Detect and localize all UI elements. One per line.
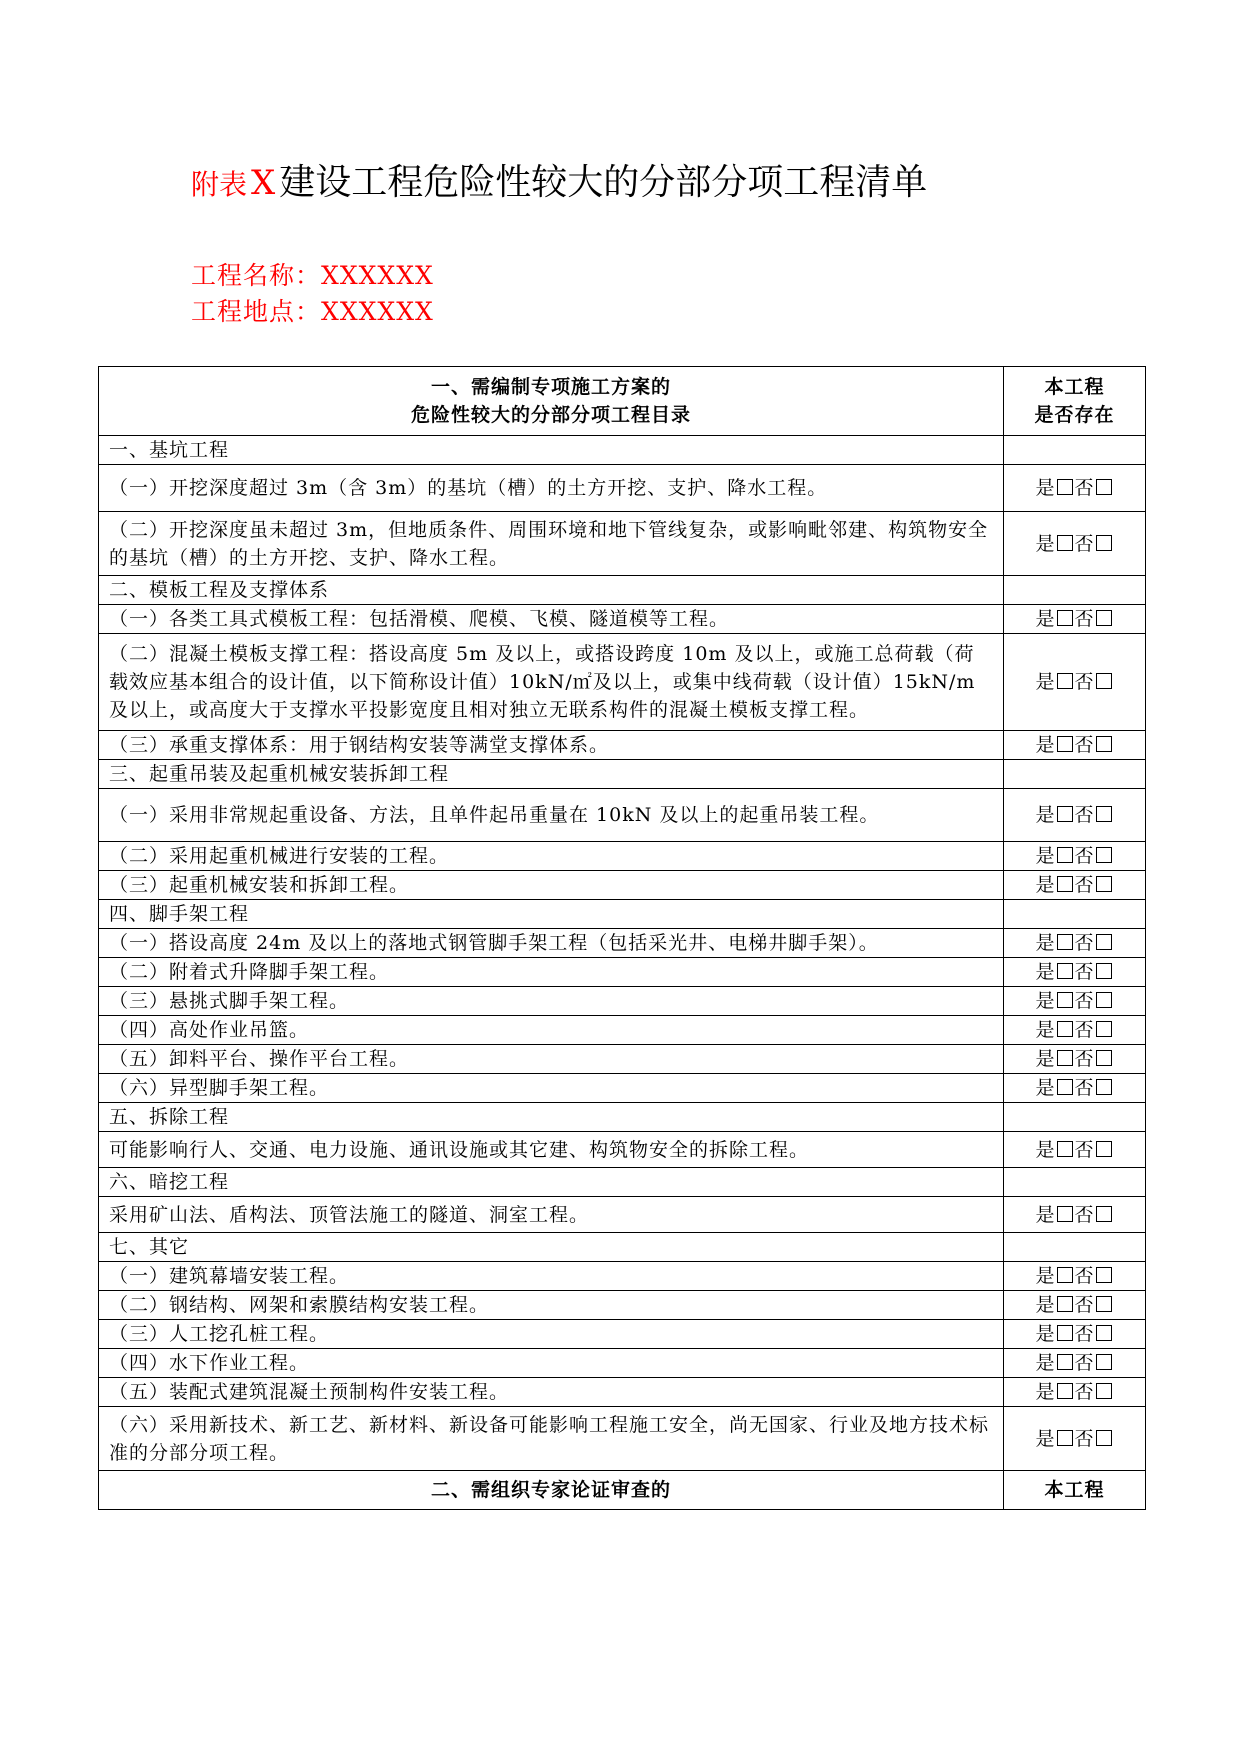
- no-checkbox[interactable]: [1096, 1079, 1112, 1095]
- exist-cell: [1004, 605, 1146, 634]
- category-label: 六、暗挖工程: [99, 1168, 1004, 1197]
- yes-checkbox[interactable]: [1057, 1430, 1073, 1446]
- item-description: （三）起重机械安装和拆卸工程。: [99, 871, 1004, 900]
- title-main: 建设工程危险性较大的分部分项工程清单: [279, 162, 928, 203]
- no-label: 否: [1074, 1203, 1095, 1226]
- no-label: 否: [1074, 1019, 1095, 1041]
- no-label: 否: [1074, 961, 1095, 983]
- item-description: （三）承重支撑体系：用于钢结构安装等满堂支撑体系。: [99, 731, 1004, 760]
- table-row: [99, 1291, 1146, 1320]
- no-label: 否: [1074, 990, 1095, 1012]
- table-row: [99, 512, 1146, 576]
- exist-cell: [1004, 1103, 1146, 1132]
- yes-checkbox[interactable]: [1057, 673, 1073, 689]
- exist-cell: [1004, 731, 1146, 760]
- project-name: [191, 259, 434, 293]
- yes-label: 是: [1035, 1138, 1056, 1161]
- yes-label: 是: [1035, 671, 1056, 693]
- yes-checkbox[interactable]: [1057, 1267, 1073, 1283]
- title-number: X: [251, 163, 276, 203]
- document-title: [191, 160, 927, 208]
- table-row: [99, 1016, 1146, 1045]
- item-description: 可能影响行人、交通、电力设施、通讯设施或其它建、构筑物安全的拆除工程。: [99, 1132, 1004, 1168]
- no-checkbox[interactable]: [1096, 963, 1112, 979]
- yes-checkbox[interactable]: [1057, 1325, 1073, 1341]
- exist-cell: [1004, 900, 1146, 929]
- no-label: 否: [1074, 1427, 1095, 1450]
- no-label: 否: [1074, 1138, 1095, 1161]
- project-name-label: 工程名称：: [191, 261, 322, 290]
- no-checkbox[interactable]: [1096, 736, 1112, 752]
- yes-label: 是: [1035, 932, 1056, 954]
- exist-cell: [1004, 1132, 1146, 1168]
- yes-label: 是: [1035, 1019, 1056, 1041]
- table-row: [99, 1132, 1146, 1168]
- yes-checkbox[interactable]: [1057, 992, 1073, 1008]
- yes-checkbox[interactable]: [1057, 934, 1073, 950]
- no-checkbox[interactable]: [1096, 876, 1112, 892]
- yes-label: 是: [1035, 845, 1056, 867]
- table-row: [99, 789, 1146, 842]
- no-checkbox[interactable]: [1096, 1325, 1112, 1341]
- table-row: [99, 1262, 1146, 1291]
- yes-checkbox[interactable]: [1057, 876, 1073, 892]
- exist-cell: [1004, 1074, 1146, 1103]
- exist-cell: [1004, 1262, 1146, 1291]
- yes-checkbox[interactable]: [1057, 1050, 1073, 1066]
- yes-label: 是: [1035, 1381, 1056, 1403]
- no-checkbox[interactable]: [1096, 806, 1112, 822]
- no-checkbox[interactable]: [1096, 610, 1112, 626]
- no-checkbox[interactable]: [1096, 1021, 1112, 1037]
- exist-cell: [1004, 1291, 1146, 1320]
- item-description: （四）高处作业吊篮。: [99, 1016, 1004, 1045]
- project-name-value: XXXXXX: [321, 261, 434, 290]
- exist-cell: [1004, 1349, 1146, 1378]
- yes-label: 是: [1035, 1294, 1056, 1316]
- no-checkbox[interactable]: [1096, 992, 1112, 1008]
- no-checkbox[interactable]: [1096, 1296, 1112, 1312]
- no-label: 否: [1074, 532, 1095, 555]
- yes-label: 是: [1035, 1352, 1056, 1374]
- yes-label: 是: [1035, 1265, 1056, 1287]
- no-checkbox[interactable]: [1096, 1354, 1112, 1370]
- item-description: （一）搭设高度 24m 及以上的落地式钢管脚手架工程（包括采光井、电梯井脚手架）。: [99, 929, 1004, 958]
- item-description: （二）开挖深度虽未超过 3m，但地质条件、周围环境和地下管线复杂，或影响毗邻建、构筑物安全的基坑（槽）的土方开挖、支护、降水工程。: [99, 512, 1004, 576]
- category-row: [99, 1168, 1146, 1197]
- exist-cell: [1004, 789, 1146, 842]
- table-row: [99, 605, 1146, 634]
- category-label: 二、模板工程及支撑体系: [99, 576, 1004, 605]
- yes-label: 是: [1035, 1203, 1056, 1226]
- yes-label: 是: [1035, 608, 1056, 630]
- item-description: （一）采用非常规起重设备、方法，且单件起吊重量在 10kN 及以上的起重吊装工程。: [99, 789, 1004, 842]
- yes-label: 是: [1035, 1323, 1056, 1345]
- yes-checkbox[interactable]: [1057, 610, 1073, 626]
- yes-checkbox[interactable]: [1057, 963, 1073, 979]
- yes-checkbox[interactable]: [1057, 1141, 1073, 1157]
- section2-header: 二、需组织专家论证审查的: [99, 1471, 1004, 1510]
- exist-cell: [1004, 929, 1146, 958]
- section1-header-row: [99, 367, 1146, 436]
- no-checkbox[interactable]: [1096, 1050, 1112, 1066]
- table-row: [99, 1045, 1146, 1074]
- no-label: 否: [1074, 1077, 1095, 1099]
- exist-cell: [1004, 576, 1146, 605]
- item-description: （五）装配式建筑混凝土预制构件安装工程。: [99, 1378, 1004, 1407]
- category-row: [99, 1103, 1146, 1132]
- no-checkbox[interactable]: [1096, 1383, 1112, 1399]
- yes-checkbox[interactable]: [1057, 806, 1073, 822]
- section2-header-row: [99, 1471, 1146, 1510]
- category-row: [99, 436, 1146, 465]
- category-label: 五、拆除工程: [99, 1103, 1004, 1132]
- yes-label: 是: [1035, 1427, 1056, 1450]
- yes-label: 是: [1035, 532, 1056, 555]
- no-checkbox[interactable]: [1096, 934, 1112, 950]
- item-description: 采用矿山法、盾构法、顶管法施工的隧道、洞室工程。: [99, 1197, 1004, 1233]
- exist-cell: [1004, 842, 1146, 871]
- no-checkbox[interactable]: [1096, 1206, 1112, 1222]
- no-label: 否: [1074, 874, 1095, 896]
- exist-header-line2: 是否存在: [1034, 404, 1115, 426]
- table-row: [99, 958, 1146, 987]
- yes-checkbox[interactable]: [1057, 535, 1073, 551]
- section1-header-line1: 一、需编制专项施工方案的: [430, 376, 671, 398]
- exist-cell: [1004, 1045, 1146, 1074]
- yes-checkbox[interactable]: [1057, 1021, 1073, 1037]
- no-label: 否: [1074, 1294, 1095, 1316]
- table-row: [99, 1074, 1146, 1103]
- section1-header: [99, 367, 1004, 436]
- yes-label: 是: [1035, 874, 1056, 896]
- yes-label: 是: [1035, 477, 1056, 499]
- table-row: [99, 1378, 1146, 1407]
- exist-cell: [1004, 512, 1146, 576]
- exist-cell: [1004, 1407, 1146, 1471]
- no-label: 否: [1074, 608, 1095, 630]
- section1-header-line2: 危险性较大的分部分项工程目录: [410, 404, 691, 426]
- table-row: [99, 987, 1146, 1016]
- table-row: [99, 634, 1146, 731]
- table-row: [99, 731, 1146, 760]
- no-label: 否: [1074, 1352, 1095, 1374]
- item-description: （一）开挖深度超过 3m（含 3m）的基坑（槽）的土方开挖、支护、降水工程。: [99, 465, 1004, 512]
- no-checkbox[interactable]: [1096, 1267, 1112, 1283]
- yes-checkbox[interactable]: [1057, 1354, 1073, 1370]
- item-description: （三）人工挖孔桩工程。: [99, 1320, 1004, 1349]
- item-description: （六）采用新技术、新工艺、新材料、新设备可能影响工程施工安全，尚无国家、行业及地方技术标准的分部分项工程。: [99, 1407, 1004, 1471]
- item-description: （五）卸料平台、操作平台工程。: [99, 1045, 1004, 1074]
- yes-label: 是: [1035, 734, 1056, 756]
- table-row: [99, 929, 1146, 958]
- no-checkbox[interactable]: [1096, 479, 1112, 495]
- item-description: （四）水下作业工程。: [99, 1349, 1004, 1378]
- no-label: 否: [1074, 1323, 1095, 1345]
- category-label: 一、基坑工程: [99, 436, 1004, 465]
- exist-cell: [1004, 1378, 1146, 1407]
- category-row: [99, 900, 1146, 929]
- no-label: 否: [1074, 804, 1095, 826]
- no-label: 否: [1074, 1048, 1095, 1070]
- no-label: 否: [1074, 671, 1095, 693]
- item-description: （二）混凝土模板支撑工程：搭设高度 5m 及以上，或搭设跨度 10m 及以上，或施工总荷载（荷载效应基本组合的设计值，以下简称设计值）10kN/㎡及以上，或集中线荷载（设计值）15kN/m 及以上，或高度大于支撑水平投影宽度且相对独立无联系构件的混凝土模板支撑工程。: [99, 634, 1004, 731]
- item-description: （一）各类工具式模板工程：包括滑模、爬模、飞模、隧道模等工程。: [99, 605, 1004, 634]
- no-label: 否: [1074, 734, 1095, 756]
- item-description: （二）钢结构、网架和索膜结构安装工程。: [99, 1291, 1004, 1320]
- yes-checkbox[interactable]: [1057, 1079, 1073, 1095]
- yes-checkbox[interactable]: [1057, 1296, 1073, 1312]
- yes-label: 是: [1035, 1048, 1056, 1070]
- yes-checkbox[interactable]: [1057, 736, 1073, 752]
- no-checkbox[interactable]: [1096, 535, 1112, 551]
- yes-checkbox[interactable]: [1057, 1206, 1073, 1222]
- yes-checkbox[interactable]: [1057, 1383, 1073, 1399]
- item-description: （一）建筑幕墙安装工程。: [99, 1262, 1004, 1291]
- yes-checkbox[interactable]: [1057, 479, 1073, 495]
- section2-exist-header: 本工程: [1004, 1471, 1146, 1510]
- project-location-value: XXXXXX: [321, 297, 434, 326]
- no-label: 否: [1074, 845, 1095, 867]
- exist-cell: [1004, 1168, 1146, 1197]
- exist-cell: [1004, 465, 1146, 512]
- category-row: [99, 1233, 1146, 1262]
- exist-header: [1004, 367, 1146, 436]
- no-checkbox[interactable]: [1096, 673, 1112, 689]
- table-row: [99, 842, 1146, 871]
- exist-cell: [1004, 1016, 1146, 1045]
- exist-cell: [1004, 760, 1146, 789]
- yes-checkbox[interactable]: [1057, 847, 1073, 863]
- table-row: [99, 1349, 1146, 1378]
- hazard-list-table: [98, 366, 1146, 1510]
- exist-header-line1: 本工程: [1044, 376, 1105, 398]
- category-label: 四、脚手架工程: [99, 900, 1004, 929]
- yes-label: 是: [1035, 804, 1056, 826]
- exist-cell: [1004, 1197, 1146, 1233]
- category-label: 七、其它: [99, 1233, 1004, 1262]
- item-description: （六）异型脚手架工程。: [99, 1074, 1004, 1103]
- project-location: [191, 295, 434, 329]
- no-checkbox[interactable]: [1096, 1430, 1112, 1446]
- no-label: 否: [1074, 1265, 1095, 1287]
- item-description: （三）悬挑式脚手架工程。: [99, 987, 1004, 1016]
- category-label: 三、起重吊装及起重机械安装拆卸工程: [99, 760, 1004, 789]
- exist-cell: [1004, 987, 1146, 1016]
- no-label: 否: [1074, 932, 1095, 954]
- exist-cell: [1004, 1233, 1146, 1262]
- no-checkbox[interactable]: [1096, 1141, 1112, 1157]
- table-row: [99, 465, 1146, 512]
- item-description: （二）采用起重机械进行安装的工程。: [99, 842, 1004, 871]
- yes-label: 是: [1035, 1077, 1056, 1099]
- exist-cell: [1004, 1320, 1146, 1349]
- category-row: [99, 576, 1146, 605]
- yes-label: 是: [1035, 990, 1056, 1012]
- exist-cell: [1004, 871, 1146, 900]
- project-location-label: 工程地点：: [191, 297, 322, 326]
- yes-label: 是: [1035, 961, 1056, 983]
- no-checkbox[interactable]: [1096, 847, 1112, 863]
- table-row: [99, 871, 1146, 900]
- table-row: [99, 1320, 1146, 1349]
- no-label: 否: [1074, 1381, 1095, 1403]
- no-label: 否: [1074, 477, 1095, 499]
- table-row: [99, 1407, 1146, 1471]
- title-prefix: 附表: [191, 168, 248, 201]
- exist-cell: [1004, 958, 1146, 987]
- item-description: （二）附着式升降脚手架工程。: [99, 958, 1004, 987]
- table-row: [99, 1197, 1146, 1233]
- exist-cell: [1004, 436, 1146, 465]
- category-row: [99, 760, 1146, 789]
- exist-cell: [1004, 634, 1146, 731]
